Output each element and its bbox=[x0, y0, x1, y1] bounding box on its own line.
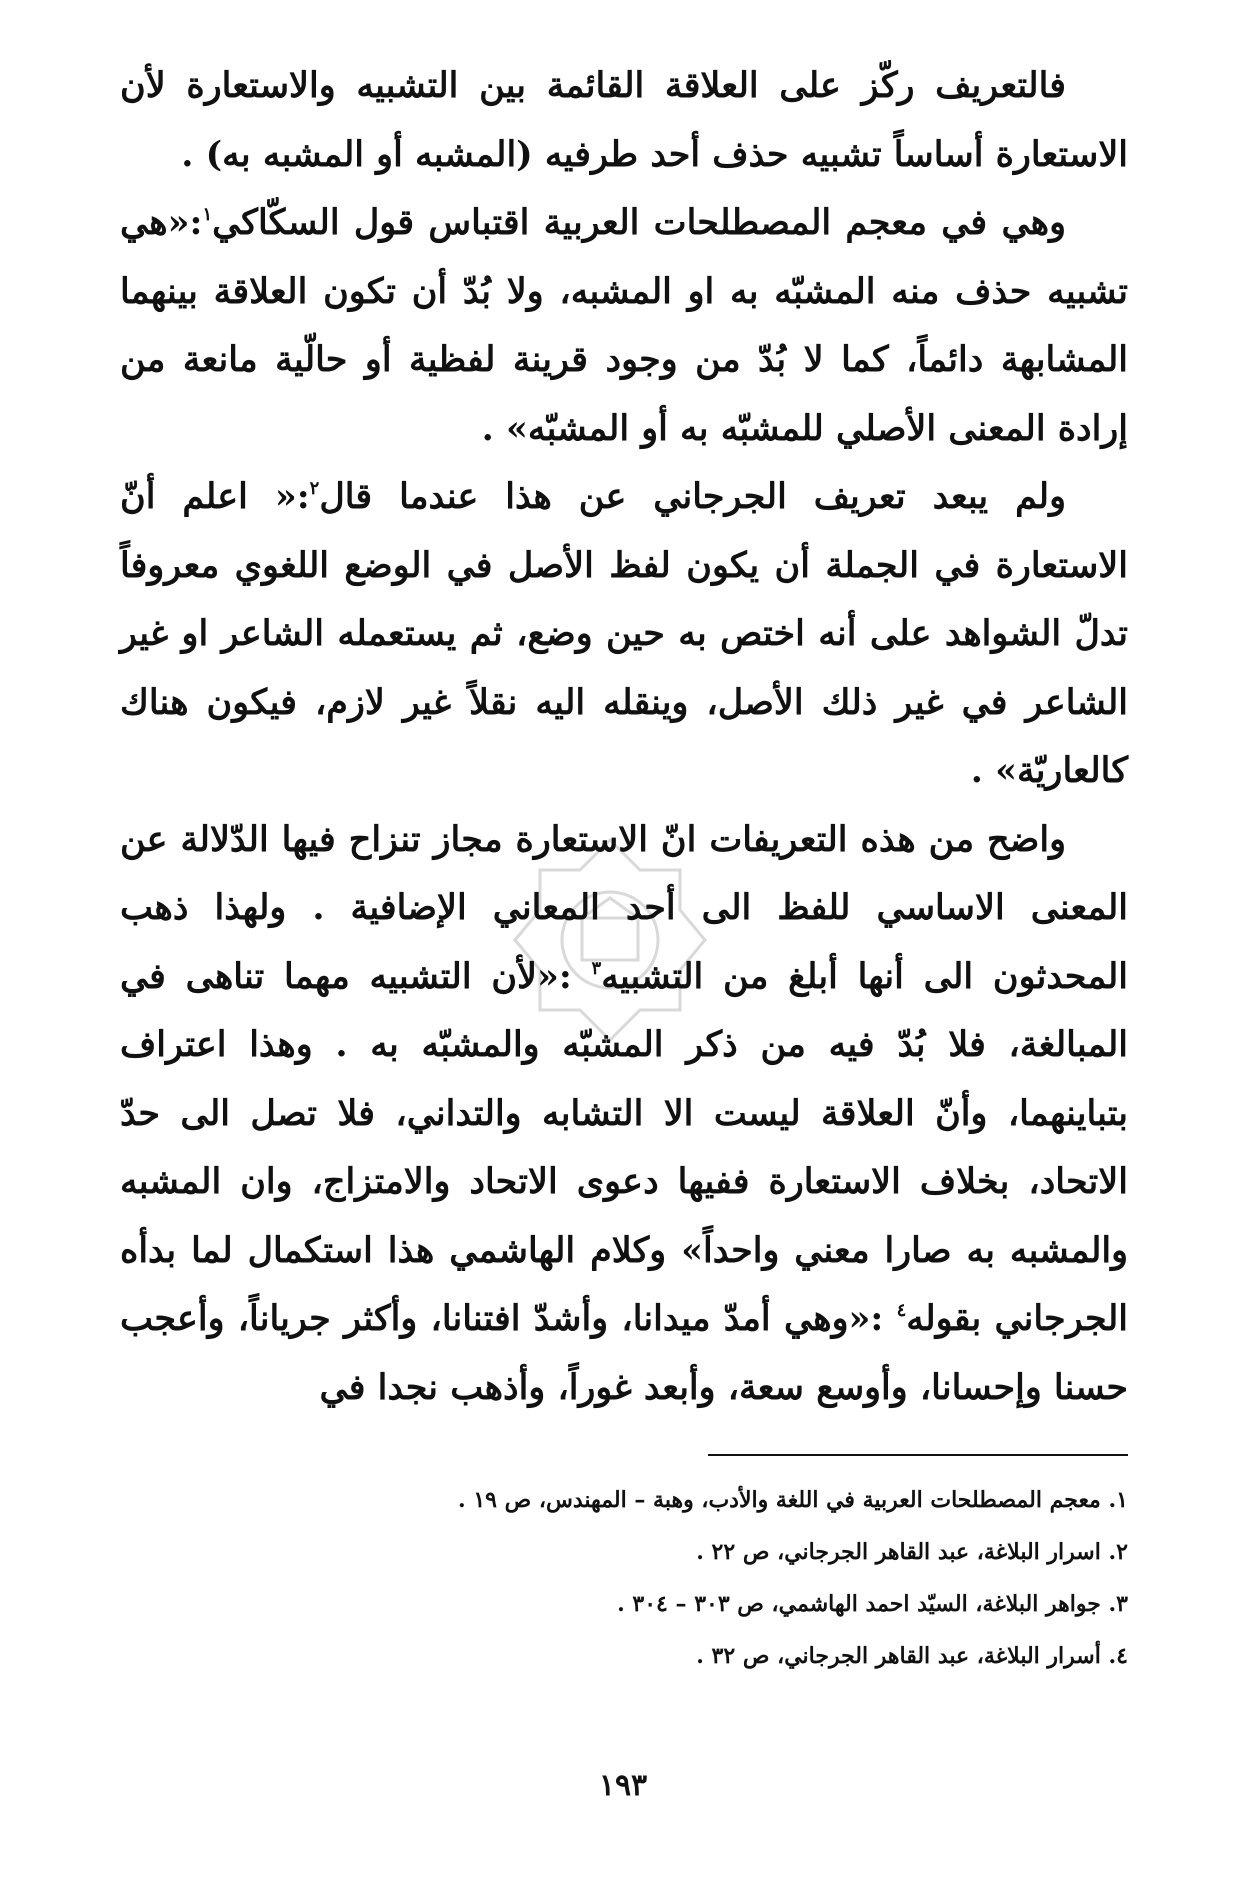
paragraph-1 bbox=[120, 52, 1128, 189]
footnote-ref-4[interactable]: ٤ bbox=[896, 1300, 907, 1321]
footnote-2: ٢. اسرار البلاغة، عبد القاهر الجرجاني، ص ٢٢ . bbox=[696, 1539, 1128, 1565]
paragraph-3-lead: ولم يبعد تعريف الجرجاني عن هذا عندما قال bbox=[319, 476, 1066, 517]
footnote-3: ٣. جواهر البلاغة، السيّد احمد الهاشمي، ص ٣٠٣ – ٣٠٤ . bbox=[617, 1591, 1128, 1617]
paragraph-4-quote: :«وهي أمدّ ميدانا، وأشدّ افتنانا، وأكثر جرياناً، وأعجب حسنا وإحسانا، وأوسع سعة، وأبعد غوراً، وأذهب نجدا في bbox=[120, 1298, 1128, 1408]
paragraph-4 bbox=[120, 806, 1128, 1423]
footnote-4: ٤. أسرار البلاغة، عبد القاهر الجرجاني، ص ٣٢ . bbox=[696, 1643, 1128, 1669]
paragraph-1-text: فالتعريف ركّز على العلاقة القائمة بين التشبيه والاستعارة لأن الاستعارة أساساً تشبيه حذف أحد طرفيه (المشبه أو المشبه به) . bbox=[120, 65, 1128, 175]
footnote-1: ١. معجم المصطلحات العربية في اللغة والأدب، وهبة – المهندس، ص ١٩ . bbox=[458, 1487, 1128, 1513]
paragraph-2-lead: وهي في معجم المصطلحات العربية اقتباس قول السكّاكي bbox=[212, 202, 1066, 243]
paragraph-3-quote: :« اعلم أنّ الاستعارة في الجملة أن يكون لفظ الأصل في الوضع اللغوي معروفاً تدلّ الشواهد على أنه اختص به حين وضع، ثم يستعمله الشاعر او غير الشاعر في غير ذلك الأصل، وينقله اليه نقلاً غير لازم، فيكون هناك كالعاريّة» . bbox=[120, 476, 1128, 791]
paragraph-2 bbox=[120, 189, 1128, 463]
footnotes-section bbox=[128, 1474, 1128, 1682]
page-number: ١٩٣ bbox=[598, 1768, 648, 1803]
main-text bbox=[120, 52, 1128, 1422]
paragraph-4-lead: واضح من هذه التعريفات انّ الاستعارة مجاز تنزاح فيها الدّلالة عن المعنى الاساسي للفظ الى أحد المعاني الإضافية . ولهذا ذهب المحدثون الى أنها أبلغ من التشبيه bbox=[120, 818, 1128, 997]
paragraph-3 bbox=[120, 463, 1128, 806]
footnote-ref-1[interactable]: ١ bbox=[202, 204, 213, 225]
paragraph-4-middle: :«لأن التشبيه مهما تناهى في المبالغة، فلا بُدّ فيه من ذكر المشبّه والمشبّه به . وهذا اعتراف بتباينهما، وأنّ العلاقة ليست الا التشابه والتداني، فلا تصل الى حدّ الاتحاد، بخلاف الاستعارة ففيها دعوى الاتحاد والامتزاج، وان المشبه والمشبه به صارا معني واحداً» وكلام الهاشمي هذا استكمال لما بدأه الجرجاني بقوله bbox=[120, 955, 1128, 1339]
footnote-ref-3[interactable]: ٣ bbox=[591, 957, 602, 979]
footnote-divider bbox=[708, 1454, 1128, 1456]
paragraph-2-quote: :«هي تشبيه حذف منه المشبّه به او المشبه، ولا بُدّ أن تكون العلاقة بينهما المشابهة دائماً، كما لا بُدّ من وجود قرينة لفظية أو حالّية مانعة من إرادة المعنى الأصلي للمشبّه به أو المشبّه» . bbox=[120, 202, 1128, 449]
footnote-ref-2[interactable]: ٢ bbox=[309, 478, 320, 499]
